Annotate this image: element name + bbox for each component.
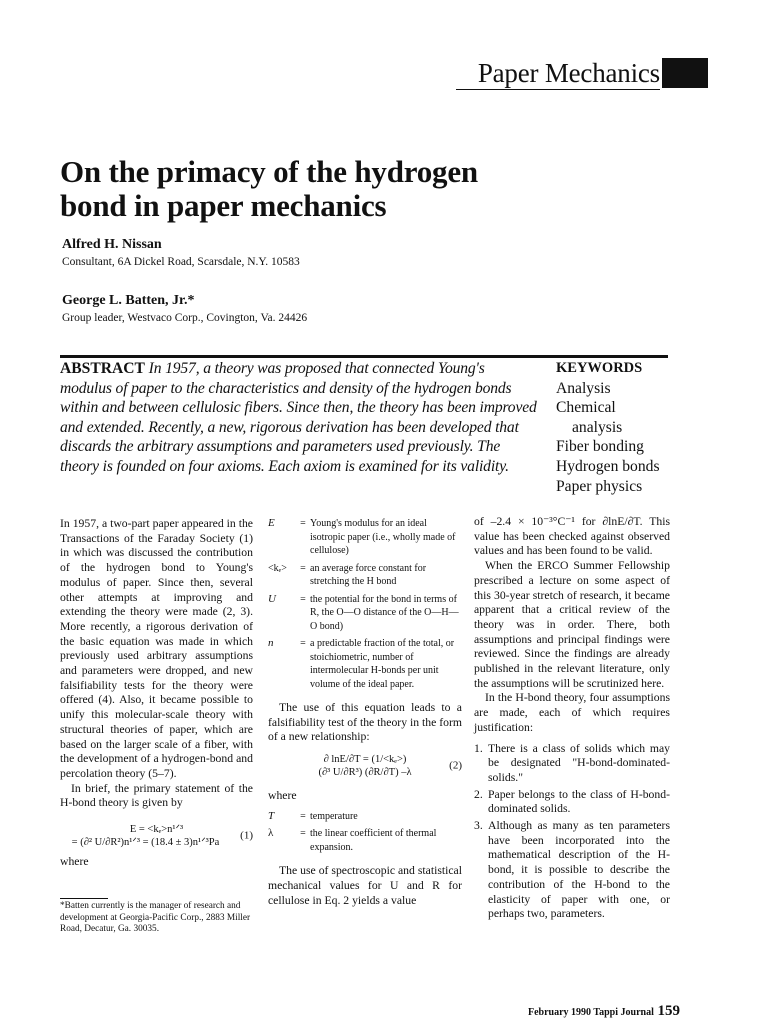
definition-row <box>268 637 462 691</box>
equation-2-number: (2) <box>449 759 462 772</box>
title-line-2: bond in paper mechanics <box>60 188 387 223</box>
definition-symbol: n <box>268 637 274 649</box>
equation-2 <box>268 753 462 779</box>
definition-text: the linear coefficient of thermal expansion. <box>310 828 437 853</box>
author-name: Alfred H. Nissan <box>62 237 162 252</box>
page-footer <box>528 1003 680 1023</box>
definition-row <box>268 593 462 634</box>
body-paragraph: In 1957, a two-part paper appeared in the Transactions of the Faraday Society (1) in which was discussed the contribution of the hydrogen bond to Young's modulus of paper. Since then, several other attempts at improving and extending the theory were made (2, 3). More recently, a rigorous derivation of the basic equation was made in which previously used arbitrary assumptions and parameters were dropped, and new falsifiability tests for the theory were offered (4). Also, it became possible to unify this molecular-scale theory with structural theories of paper, which are based on the larger scale of a fiber, with the development of a hydrogen-bond and percolation theory (5–7). <box>60 517 253 780</box>
keyword-item: Paper physics <box>556 477 643 495</box>
body-paragraph: When the ERCO Summer Fellowship prescribed a lecture on some aspect of this 30-year stretch of research, it became apparent that a critical review of the theory was in order. There, both assumptions and principal findings were reviewed. Since the findings are already published in the relevant literature, only the assumptions will be scrutinized here. <box>474 559 670 690</box>
body-column-2 <box>268 517 462 908</box>
where-label: where <box>60 855 89 869</box>
definition-text: a predictable fraction of the total, or stoichiometric, number of intermolecular H-bonds per unit volume of the ideal paper. <box>310 638 455 690</box>
definition-symbol: T <box>268 809 275 822</box>
abstract-text: In 1957, a theory was proposed that connected Young's modulus of paper to the characteristics and density of the hydrogen bonds within and between cellulosic fibers. Since then, the theory has been improved and extended. Recently, a new, rigorous derivation has been developed that discards the arbitrary assumptions and parameters used previously. The theory is founded on four axioms. Each axiom is examined for its validity. <box>60 360 537 475</box>
list-text: There is a class of solids which may be designated "H-bond-dominated-solids." <box>488 741 670 784</box>
section-rule <box>456 89 660 90</box>
equation-1-line-1: E = <kₑ>n¹ᐟ³ <box>129 824 184 836</box>
keywords <box>556 359 668 496</box>
equation-2-line-1: ∂ lnE/∂T = (1/<kₑ>) <box>323 754 407 766</box>
definition-symbol: U <box>268 592 276 605</box>
keyword-item: analysis <box>572 418 623 436</box>
section-header <box>450 56 708 92</box>
equation-2-line-2: (∂³ U/∂R³) (∂R/∂T) –λ <box>318 767 412 779</box>
definition-symbol: λ <box>268 827 274 840</box>
abstract-label: ABSTRACT <box>60 360 145 377</box>
keyword-item: Analysis <box>556 379 611 397</box>
definition-row <box>268 810 462 824</box>
definition-equals: = <box>300 562 306 574</box>
section-title: Paper Mechanics <box>477 58 660 88</box>
list-text: Paper belongs to the class of H-bond-dominated solids. <box>488 787 670 816</box>
body-paragraph: The use of this equation leads to a falsifiability test of the theory in the form of a new relationship: <box>268 701 462 744</box>
definition-symbol: E <box>268 517 275 529</box>
definition-equals: = <box>300 593 306 605</box>
list-number: 2. <box>474 787 483 801</box>
definition-row <box>268 562 462 589</box>
body-column-3 <box>474 515 670 924</box>
keywords-heading: KEYWORDS <box>556 360 643 376</box>
definition-symbol: <kₑ> <box>268 562 287 574</box>
page-number: 159 <box>657 1003 680 1019</box>
body-paragraph: The use of spectroscopic and statistical mechanical values for U and R for cellulose in Eq. 2 yields a value <box>268 864 462 907</box>
body-paragraph: In the H-bond theory, four assumptions are made, each of which requires justification: <box>474 691 670 734</box>
title-line-1: On the primacy of the hydrogen <box>60 154 478 189</box>
list-text: Although as many as ten parameters have been incorporated into the mathematical description of the H-bond, it is possible to describe the contribution of the H-bond to the elasticity of paper with one, or perhaps two, parameters. <box>488 819 670 921</box>
definition-text: an average force constant for stretching the H bond <box>310 562 427 587</box>
definition-text: the potential for the bond in terms of R, the O—O distance of the O—H—O bond) <box>310 593 459 632</box>
equation-1 <box>60 823 253 849</box>
definition-text: temperature <box>310 810 358 822</box>
author-block-2 <box>62 292 562 326</box>
keyword-item: Chemical <box>556 399 616 417</box>
author-name: George L. Batten, Jr.* <box>62 293 195 308</box>
definition-row <box>268 517 462 558</box>
body-paragraph: of –2.4 × 10⁻³°C⁻¹ for ∂lnE/∂T. This value has been checked against observed values and has been found to be valid. <box>474 515 670 558</box>
author-affiliation: Consultant, 6A Dickel Road, Scarsdale, N.Y. 10583 <box>62 256 300 268</box>
body-column-1 <box>60 517 253 870</box>
keyword-item: Fiber bonding <box>556 438 644 456</box>
author-block-1 <box>62 236 562 270</box>
keyword-item: Hydrogen bonds <box>556 457 660 475</box>
definition-equals: = <box>300 518 306 529</box>
list-number: 1. <box>474 741 483 755</box>
abstract-rule <box>60 355 668 358</box>
where-label: where <box>268 789 297 803</box>
definition-text: Young's modulus for an ideal isotropic paper (i.e., wholly made of cellulose) <box>310 518 456 556</box>
definition-row <box>268 827 462 854</box>
definition-equals: = <box>300 638 306 649</box>
list-item <box>474 819 670 922</box>
definition-equals: = <box>300 828 306 840</box>
footnote: *Batten currently is the manager of research and development at Georgia-Pacific Corp., 2883 Miller Road, Decatur, Ga. 30035. <box>60 901 251 934</box>
footer-journal: February 1990 Tappi Journal <box>528 1007 654 1018</box>
footnote-rule <box>60 898 108 899</box>
equation-1-line-2: = (∂² U/∂R²)n¹ᐟ³ = (18.4 ± 3)n¹ᐟ³Pa <box>71 837 220 849</box>
article-title <box>60 155 580 223</box>
abstract <box>60 359 538 477</box>
body-paragraph: In brief, the primary statement of the H-bond theory is given by <box>60 781 253 810</box>
equation-1-number: (1) <box>240 829 253 842</box>
author-affiliation: Group leader, Westvaco Corp., Covington, Va. 24426 <box>62 312 308 324</box>
list-item <box>474 742 670 786</box>
assumption-list <box>474 742 670 922</box>
list-item <box>474 788 670 817</box>
section-marker-block <box>662 58 708 88</box>
list-number: 3. <box>474 819 483 833</box>
definition-equals: = <box>300 810 306 822</box>
